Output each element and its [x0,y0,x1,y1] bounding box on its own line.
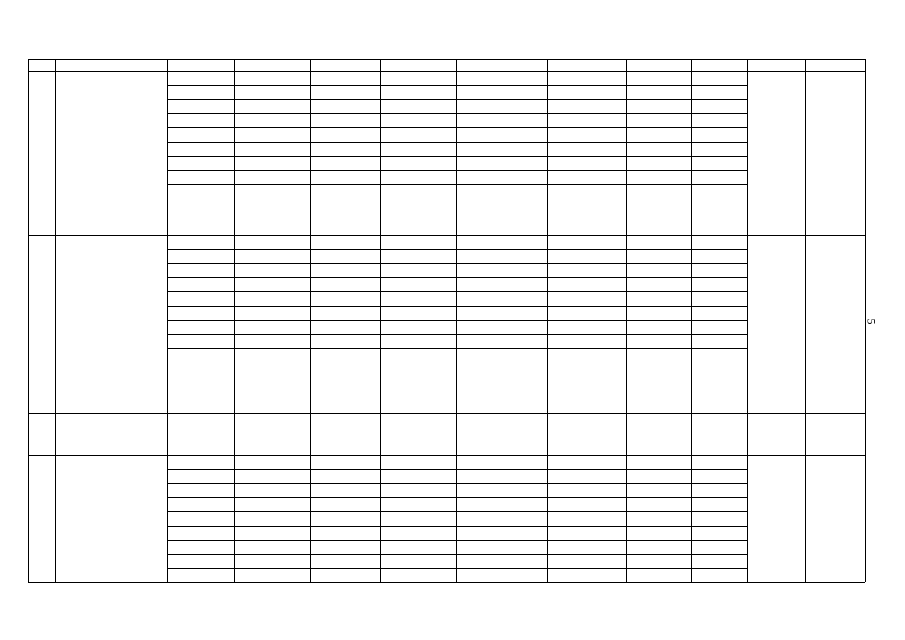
column-rule-2 [55,59,56,582]
year-row-rule [167,263,747,264]
year-row-rule [167,540,747,541]
block-rule [28,582,865,583]
column-rule-11 [747,59,748,582]
year-row-rule [167,526,747,527]
year-row-rule [167,554,747,555]
year-row-rule [167,170,747,171]
year-row-rule [167,156,747,157]
year-row-rule [167,568,747,569]
year-row-rule [167,483,747,484]
year-row-rule [167,511,747,512]
block-rule [28,235,865,236]
year-row-rule [167,249,747,250]
year-row-rule [167,277,747,278]
year-row-rule [167,291,747,292]
year-row-rule [167,497,747,498]
page-number: 5 [864,318,879,325]
year-row-rule [167,99,747,100]
year-row-rule [167,127,747,128]
column-rule-12 [805,59,806,582]
year-row-rule [167,348,747,349]
header-bottom-rule [28,71,865,72]
year-row-rule [167,306,747,307]
block-rule [28,413,865,414]
year-row-rule [167,469,747,470]
year-row-rule [167,85,747,86]
year-row-rule [167,142,747,143]
table-top-rule [28,59,865,60]
column-rule-1 [28,59,29,582]
year-row-rule [167,334,747,335]
year-row-rule [167,320,747,321]
year-row-rule [167,184,747,185]
block-rule [28,455,865,456]
year-row-rule [167,113,747,114]
